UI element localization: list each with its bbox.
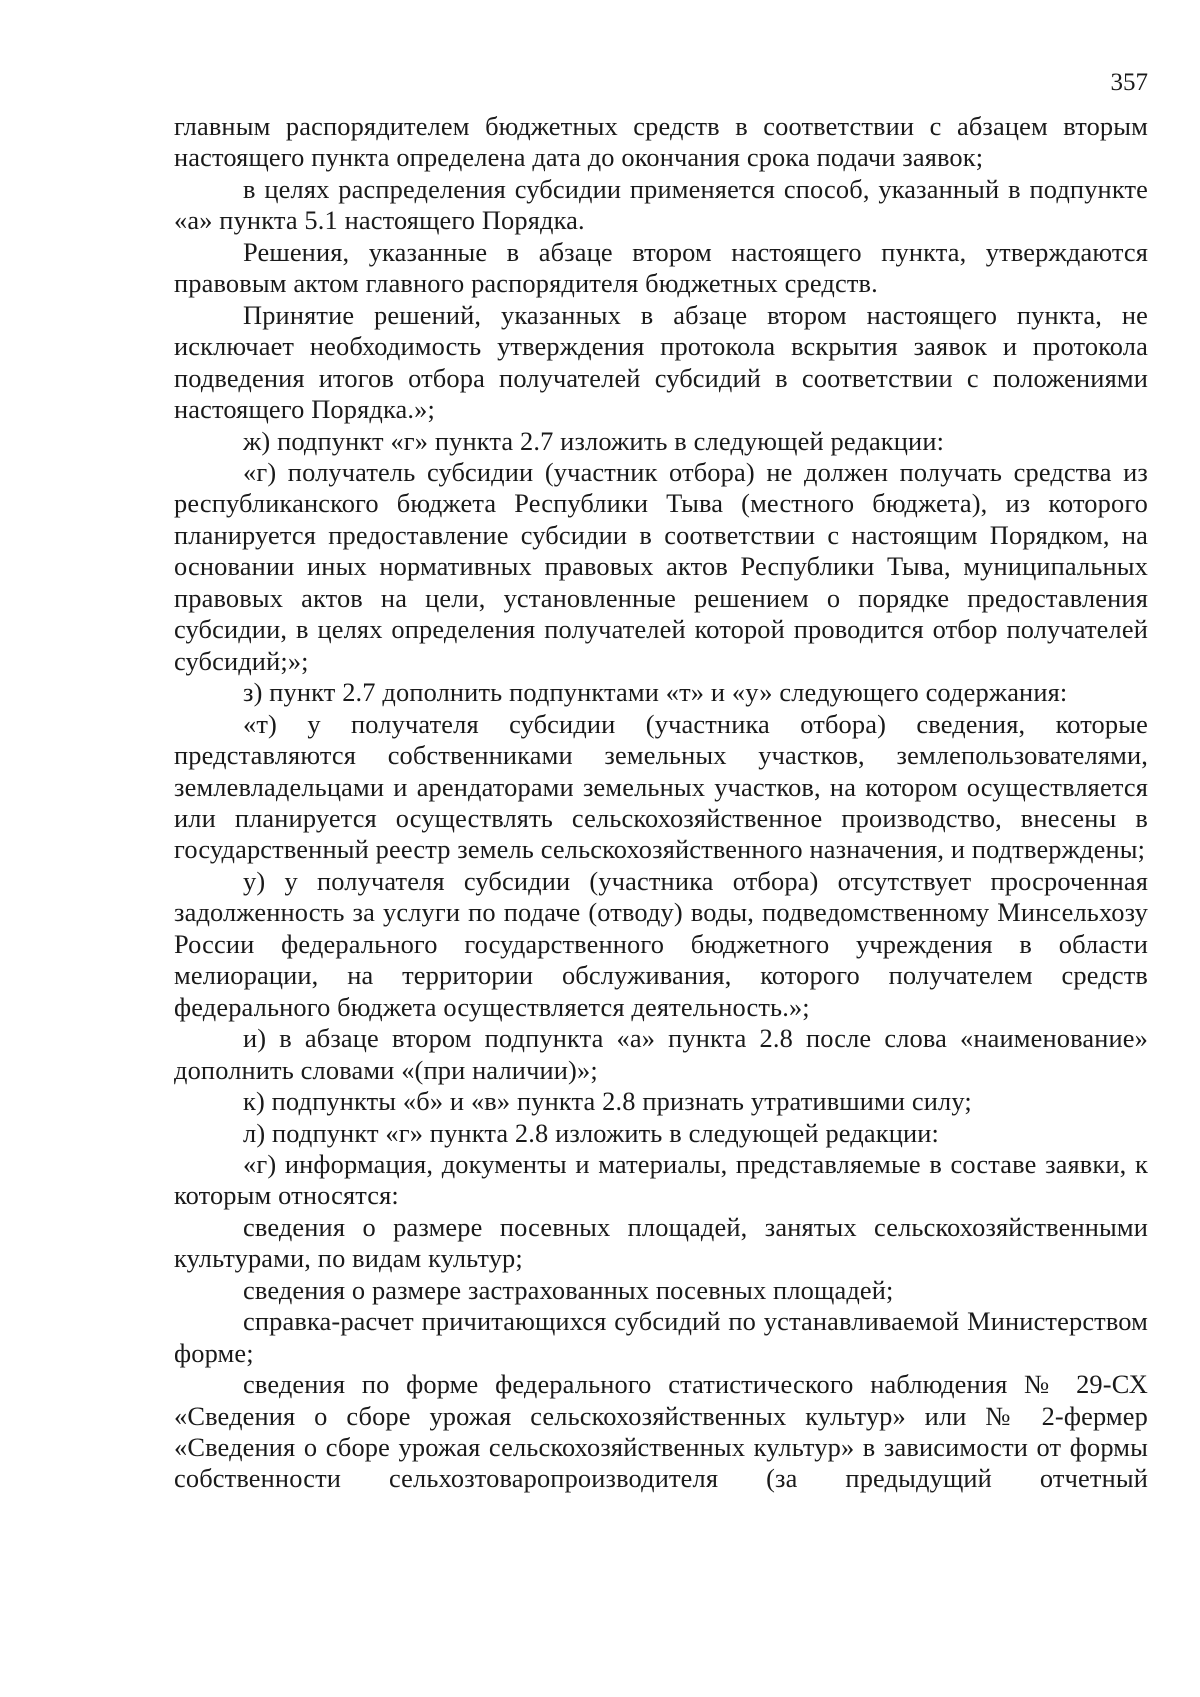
- paragraph-12: л) подпункт «г» пункта 2.8 изложить в следующей редакции:: [243, 1117, 940, 1148]
- paragraph-6: «г) получатель субсидии (участник отбора) не должен получать средства из республиканского бюджета Республики Тыва (местного бюджета), из которого планируется предоставление субсидии в соответствии с настоящим Порядком, на основании иных нормативных правовых актов Республики Тыва, муниципальных правовых актов на цели, установленные решением о порядке предоставления субсидии, в целях определения получателей которой проводится отбор получателей субсидий;»;: [174, 456, 1148, 676]
- paragraph-15: сведения о размере застрахованных посевных площадей;: [243, 1274, 894, 1305]
- paragraph-8: «т) у получателя субсидии (участника отбора) сведения, которые представляются собственниками земельных участков, землепользователями, землевладельцами и арендаторами земельных участков, на котором осуществляется или планируется осуществлять сельскохозяйственное производство, внесены в государственный реестр земель сельскохозяйственного назначения, и подтверждены;: [174, 708, 1148, 865]
- paragraph-1: главным распорядителем бюджетных средств в соответствии с абзацем вторым настоящего пункта определена дата до окончания срока подачи заявок;: [174, 111, 1148, 173]
- paragraph-13: «г) информация, документы и материалы, представляемые в составе заявки, к которым относятся:: [174, 1148, 1148, 1211]
- document-body: [174, 111, 1148, 1495]
- paragraph-4: Принятие решений, указанных в абзаце втором настоящего пункта, не исключает необходимость утверждения протокола вскрытия заявок и протокола подведения итогов отбора получателей субсидий в соответствии с положениями настоящего Порядка.»;: [174, 299, 1148, 425]
- paragraph-2: в целях распределения субсидии применяется способ, указанный в подпункте «а» пункта 5.1 настоящего Порядка.: [174, 173, 1148, 236]
- page-number: 357: [1110, 69, 1148, 96]
- paragraph-3: Решения, указанные в абзаце втором настоящего пункта, утверждаются правовым актом главного распорядителя бюджетных средств.: [174, 236, 1148, 299]
- paragraph-7: з) пункт 2.7 дополнить подпунктами «т» и «у» следующего содержания:: [243, 677, 1068, 708]
- paragraph-11: к) подпункты «б» и «в» пункта 2.8 признать утратившими силу;: [243, 1086, 972, 1117]
- paragraph-5: ж) подпункт «г» пункта 2.7 изложить в следующей редакции:: [243, 425, 945, 456]
- paragraph-16: справка-расчет причитающихся субсидий по устанавливаемой Министерством форме;: [174, 1306, 1148, 1368]
- paragraph-9: у) у получателя субсидии (участника отбора) отсутствует просроченная задолженность за услуги по подаче (отводу) воды, подведомственному Минсельхозу России федерального государственного бюджетного учреждения в области мелиорации, на территории обслуживания, которого получателем средств федерального бюджета осуществляется деятельность.»;: [174, 865, 1148, 1022]
- paragraph-10: и) в абзаце втором подпункта «а» пункта 2.8 после слова «наименование» дополнить словами «(при наличии)»;: [174, 1023, 1148, 1085]
- paragraph-14: сведения о размере посевных площадей, занятых сельскохозяйственными культурами, по видам культур;: [174, 1211, 1148, 1274]
- paragraph-17: сведения по форме федерального статистического наблюдения № 29-СХ «Сведения о сборе урожая сельскохозяйственных культур» или № 2-фермер «Сведения о сборе урожая сельскохозяйственных культур» в зависимости от формы собственности сельхозтоваропроизводителя (за предыдущий отчетный: [174, 1369, 1148, 1494]
